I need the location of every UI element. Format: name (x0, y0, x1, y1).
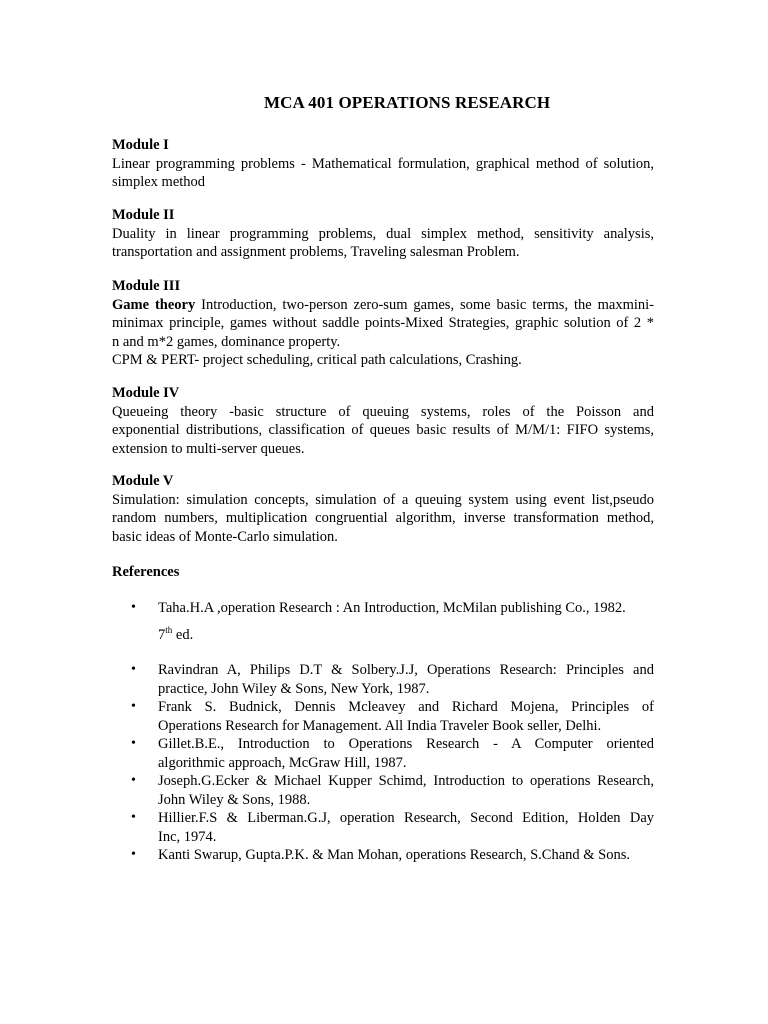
reference-1-edition-sup: th (165, 624, 173, 635)
module-3 (112, 277, 654, 370)
reference-item-2 (112, 661, 654, 698)
module-3-text (112, 296, 654, 370)
reference-4-text (158, 735, 654, 772)
module-2-heading: Module II (112, 207, 175, 223)
module-2 (112, 206, 654, 262)
reference-item-5 (112, 772, 654, 809)
reference-1-edition (158, 626, 654, 645)
module-1-text (112, 155, 654, 192)
module-1-line-2: simplex method (112, 174, 206, 190)
module-5-heading: Module V (112, 473, 174, 489)
module-3-lead: Game theory (112, 296, 196, 313)
reference-1-line-1: Taha.H.A ,operation Research : An Introduction, McMilan publishing Co., 1982. (158, 600, 626, 616)
reference-5-line-1: Joseph.G.Ecker & Michael Kupper Schimd, Introduction to operations Research, (158, 773, 654, 789)
reference-3-text (158, 698, 654, 735)
reference-item-4 (112, 735, 654, 772)
module-1-heading: Module I (112, 137, 169, 153)
module-3-line-2: minimax principle, games without saddle points-Mixed Strategies, graphic solution of 2 * (112, 315, 654, 331)
module-4 (112, 384, 654, 458)
module-5-line-3: basic ideas of Monte-Carlo simulation. (112, 528, 338, 545)
module-3-line-1-text: Introduction, two-person zero-sum games, some basic terms, the maxmini- (195, 296, 654, 313)
reference-item-6 (112, 809, 654, 846)
reference-5-line-2: John Wiley & Sons, 1988. (158, 791, 311, 808)
reference-6-line-2: Inc, 1974. (158, 828, 217, 845)
module-3-line-1 (112, 296, 654, 315)
bullet-icon: • (131, 736, 136, 751)
page-title: MCA 401 OPERATIONS RESEARCH (264, 93, 551, 112)
reference-4-line-1: Gillet.B.E., Introduction to Operations Research - A Computer oriented (158, 736, 654, 752)
module-3-line-3: n and m*2 games, dominance property. (112, 333, 341, 350)
reference-3-line-1: Frank S. Budnick, Dennis Mcleavey and Richard Mojena, Principles of (158, 699, 654, 715)
module-5-line-1: Simulation: simulation concepts, simulation of a queuing system using event list,pseudo (112, 491, 654, 508)
reference-3-line-2: Operations Research for Management. All India Traveler Book seller, Delhi. (158, 717, 602, 734)
module-4-heading: Module IV (112, 385, 180, 401)
bullet-icon: • (131, 810, 136, 825)
reference-1-text (158, 599, 654, 644)
references-heading: References (112, 564, 180, 580)
bullet-icon: • (131, 773, 136, 788)
reference-6-text (158, 809, 654, 846)
module-4-line-3: extension to multi-server queues. (112, 440, 305, 457)
reference-item-1 (112, 599, 654, 644)
module-2-line-2: transportation and assignment problems, Traveling salesman Problem. (112, 244, 520, 260)
reference-item-7 (112, 846, 654, 865)
module-1 (112, 136, 654, 192)
bullet-icon: • (131, 600, 136, 615)
reference-2-line-2: practice, John Wiley & Sons, New York, 1987. (158, 680, 430, 697)
module-1-line-1: Linear programming problems - Mathematical formulation, graphical method of solution, (112, 155, 654, 172)
module-4-line-1: Queueing theory -basic structure of queuing systems, roles of the Poisson and (112, 403, 654, 420)
reference-7-text (158, 846, 654, 865)
reference-5-text (158, 772, 654, 809)
bullet-icon: • (131, 699, 136, 714)
reference-2-line-1: Ravindran A, Philips D.T & Solbery.J.J, Operations Research: Principles and (158, 662, 654, 678)
module-2-text (112, 225, 654, 262)
module-5 (112, 472, 654, 546)
bullet-icon: • (131, 662, 136, 677)
reference-1-edition-number: 7 (158, 626, 166, 643)
references-list (112, 599, 654, 865)
reference-item-3 (112, 698, 654, 735)
module-5-line-2: random numbers, multiplication congruential algorithm, inverse transformation method, (112, 510, 654, 526)
module-5-text (112, 491, 654, 547)
reference-2-text (158, 661, 654, 698)
reference-1-edition-rest: ed. (172, 626, 194, 643)
module-3-heading: Module III (112, 278, 181, 294)
bullet-icon: • (131, 847, 136, 862)
reference-6-line-1: Hillier.F.S & Liberman.G.J, operation Research, Second Edition, Holden Day (158, 810, 654, 826)
module-4-text (112, 403, 654, 459)
module-3-line-4: CPM & PERT- project scheduling, critical path calculations, Crashing. (112, 352, 522, 368)
module-2-line-1: Duality in linear programming problems, dual simplex method, sensitivity analysis, (112, 225, 654, 242)
reference-7-line-1: Kanti Swarup, Gupta.P.K. & Man Mohan, operations Research, S.Chand & Sons. (158, 847, 631, 863)
reference-4-line-2: algorithmic approach, McGraw Hill, 1987. (158, 754, 407, 771)
module-4-line-2: exponential distributions, classification of queues basic results of M/M/1: FIFO systems, (112, 422, 654, 438)
